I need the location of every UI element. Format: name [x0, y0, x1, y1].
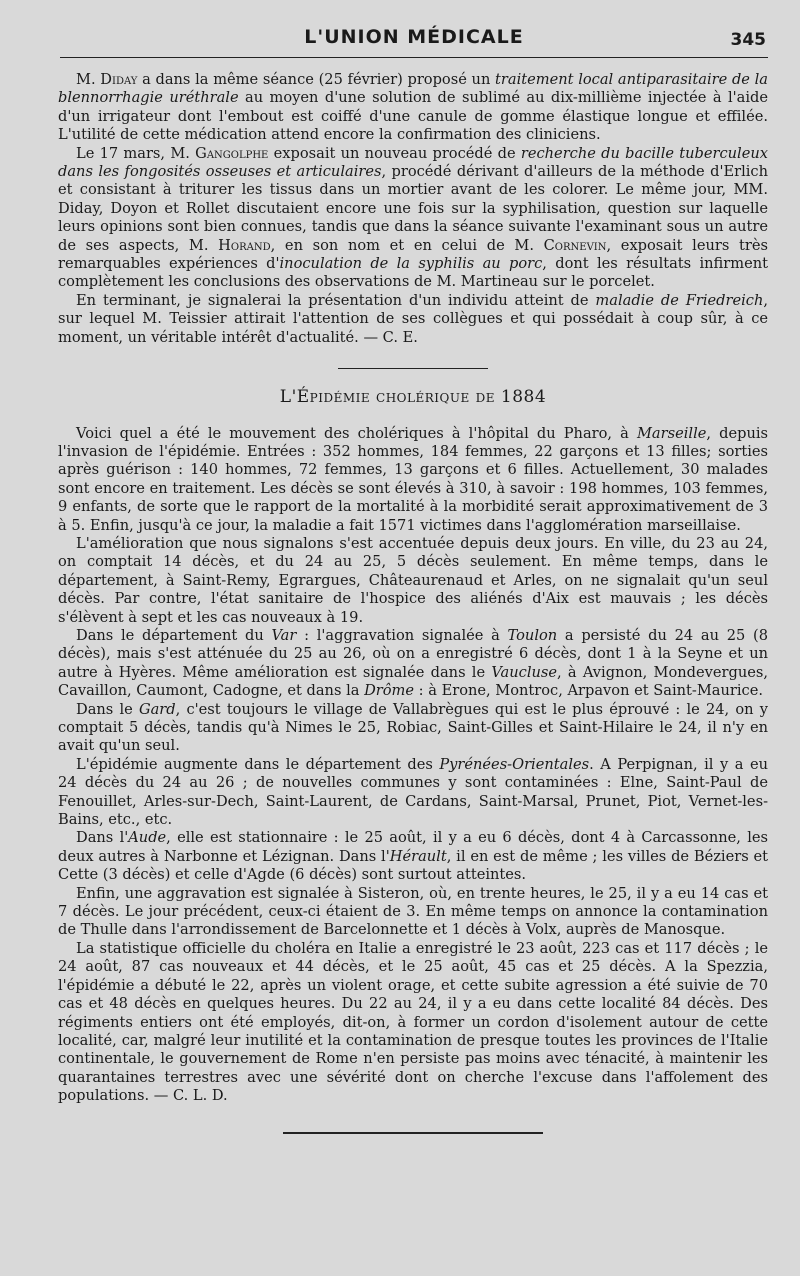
emphasis: Hérault — [389, 847, 447, 865]
page-body — [58, 71, 768, 1134]
paragraph: La statistique officielle du choléra en Italie a enregistré le 23 août, 223 cas et 117 décès ; le 24 août, 87 cas nouveaux et 44 décès, et le 25 août, 45 cas et 25 décès. A la Spezzia, l'épidémie a débuté le 22, après un violent orage, et cette subite agression a été suivie de 70 cas et 48 décès en quelques heures. Du 22 au 24, il y a eu dans cette localité 84 décès. Des régiments entiers ont été employés, dit-on, à former un cordon d'isolement autour de cette localité, car, malgré leur inutilité et la contamination de presque toutes les provinces de l'Italie continentale, le gouvernement de Rome n'en persiste pas moins avec ténacité, à maintenir les quarantaines terrestres avec une sévérité dont on cherche l'excuse dans l'affolement des populations. — C. L. D. — [58, 939, 768, 1105]
paragraph: Enfin, une aggravation est signalée à Sisteron, où, en trente heures, le 25, il y a eu 14 cas et 7 décès. Le jour précédent, ceux-ci étaient de 3. En même temps on annonce la contamination de Thulle dans l'arrondissement de Barcelonnette et 1 décès à Volx, auprès de Manosque. — [58, 884, 768, 939]
paragraph: M. Diday a dans la même séance (25 février) proposé un traitement local antiparasitaire de la blennorrhagie uréthrale au moyen d'une solution de sublimé au dix-millième injectée à l'aide d'un irrigateur dont l'embout est coiffé d'une canule de gomme élastique longue et effilée. L'utilité de cette médication attend encore la confirmation des cliniciens. — [58, 71, 768, 144]
end-rule — [283, 1132, 543, 1134]
emphasis: Gard — [138, 700, 176, 718]
emphasis: Vaucluse — [491, 663, 558, 681]
running-title: L'UNION MÉDICALE — [304, 26, 524, 48]
paragraph: Le 17 mars, M. Gangolphe exposait un nouveau procédé de recherche du bacille tuberculeux dans les fongosités osseuses et articulaires, procédé dérivant d'ailleurs de la méthode d'Erlich et consistant à triturer les tissus dans un mortier avant de les colorer. Le même jour, MM. Diday, Doyon et Rollet discutaient encore une fois sur la syphilisation, question sur laquelle leurs opinions sont bien connues, tandis que dans la séance suivante l'examinant sous un autre de ses aspects, M. Horand, en son nom et en celui de M. Cornevin, exposait leurs très remarquables expériences d'inoculation de la syphilis au porc, dont les résultats infirment complètement les conclusions des observations de M. Martineau sur le porcelet. — [58, 144, 768, 291]
emphasis: recherche du bacille tuberculeux dans les fongosités osseuses et articulaires — [58, 144, 768, 181]
emphasis: inoculation de la syphilis au porc — [279, 255, 543, 273]
paragraph: En terminant, je signalerai la présentation d'un individu atteint de maladie de Friedreich, sur lequel M. Teissier attirait l'attention de ses collègues et qui possédait à coup sûr, à ce moment, un véritable intérêt d'actualité. — C. E. — [58, 291, 768, 346]
paragraph: Voici quel a été le mouvement des cholériques à l'hôpital du Pharo, à Marseille, depuis l'invasion de l'épidémie. Entrées : 352 hommes, 184 femmes, 22 garçons et 13 filles; sorties après guérison : 140 hommes, 72 femmes, 13 garçons et 6 filles. Actuellement, 30 malades sont encore en traitement. Les décès se sont élevés à 310, à savoir : 198 hommes, 103 femmes, 9 enfants, de sorte que le rapport de la mortalité à la morbidité serait approximativement de 3 à 5. Enfin, jusqu'à ce jour, la maladie a fait 1571 victimes dans l'agglomération marseillaise. — [58, 424, 769, 534]
header-rule — [60, 57, 768, 58]
emphasis: traitement local antiparasitaire de la blennorrhagie uréthrale — [58, 71, 768, 107]
section-title: L'Épidémie cholérique de 1884 — [279, 387, 547, 408]
emphasis: maladie de Friedreich — [595, 291, 764, 309]
author-name: Diday — [100, 71, 138, 88]
paragraph: L'amélioration que nous signalons s'est accentuée depuis deux jours. En ville, du 23 au 24, on comptait 14 décès, et du 24 au 25, 5 décès seulement. En même temps, dans le département, à Saint-Remy, Egrargues, Châteaurenaud et Arles, on ne signalait qu'un seul décès. Par contre, l'état sanitaire de l'hospice des aliénés d'Aix est mauvais ; les décès s'élèvent à sept et les cas nouveaux à 19. — [58, 534, 768, 626]
emphasis: Drôme — [364, 682, 415, 700]
separator-rule — [338, 368, 488, 369]
emphasis: Marseille — [636, 424, 707, 442]
author-name: Horand — [218, 236, 271, 254]
emphasis: Var — [271, 626, 297, 644]
author-name: Gangolphe — [195, 144, 269, 162]
running-header — [60, 26, 768, 60]
author-name: Cornevin — [543, 236, 607, 254]
paragraph: Dans le Gard, c'est toujours le village de Vallabrègues qui est le plus éprouvé : le 24, on y comptait 5 décès, tandis qu'à Nimes le 25, Robiac, Saint-Gilles et Saint-Hilaire le 24, il n'y en avait qu'un seul. — [58, 700, 768, 755]
emphasis: Toulon — [507, 626, 558, 644]
emphasis: Pyrénées-Orientales — [439, 755, 590, 773]
paragraph: Dans le département du Var : l'aggravation signalée à Toulon a persisté du 24 au 25 (8 décès), mais s'est atténuée du 25 au 26, où on a enregistré 6 décès, dont 1 à la Seyne et un autre à Hyères. Même amélioration est signalée dans le Vaucluse, à Avignon, Mondevergues, Cavaillon, Caumont, Cadogne, et dans la Drôme : à Erone, Montroc, Arpavon et Saint-Maurice. — [58, 626, 769, 700]
emphasis: Aude — [128, 829, 167, 847]
page-number: 345 — [730, 30, 766, 50]
paragraph: Dans l'Aude, elle est stationnaire : le 25 août, il y a eu 6 décès, dont 4 à Carcassonne, les deux autres à Narbonne et Lézignan. Dans l'Hérault, il en est de même ; les villes de Béziers et Cette (3 décès) et celle d'Agde (6 décès) sont surtout atteintes. — [58, 829, 768, 884]
paragraph: L'épidémie augmente dans le département des Pyrénées-Orientales. A Perpignan, il y a eu 24 décès du 24 au 26 ; de nouvelles communes y sont contaminées : Elne, Saint-Paul de Fenouillet, Arles-sur-Dech, Saint-Laurent, de Cardans, Saint-Marsal, Prunet, Piot, Vernet-les-Bains, etc., etc. — [58, 755, 768, 829]
